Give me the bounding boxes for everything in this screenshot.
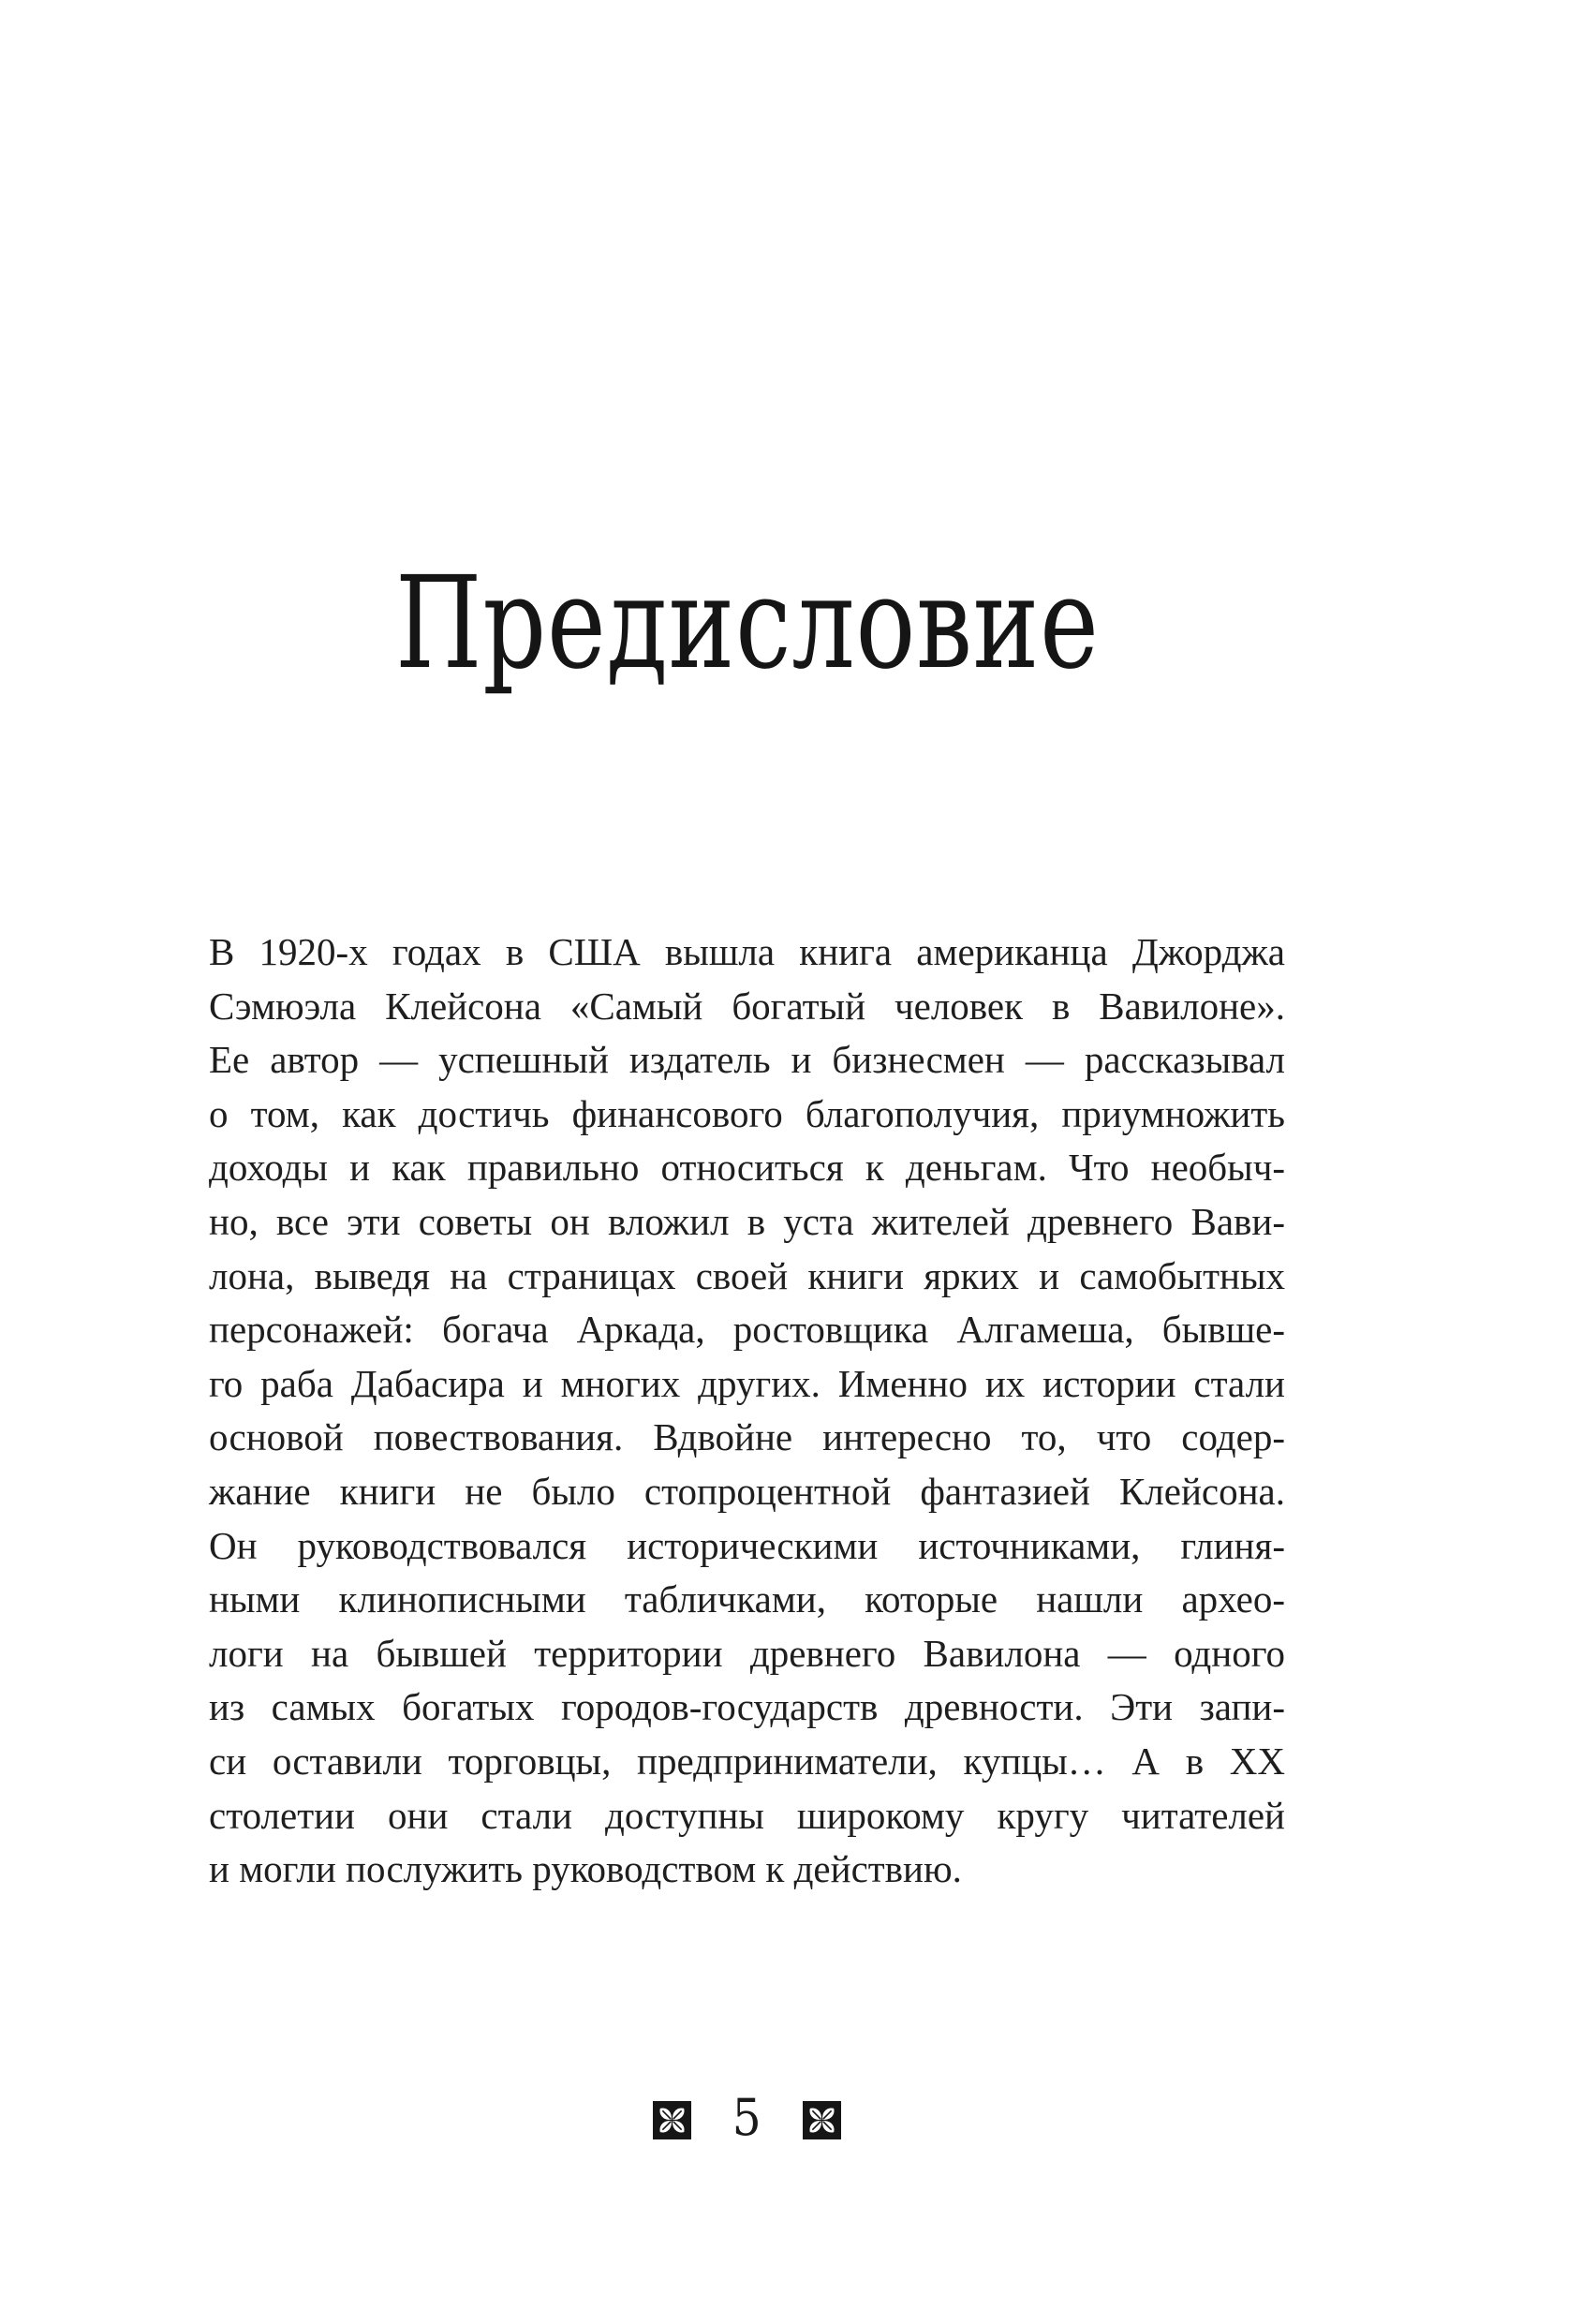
body-paragraph <box>209 925 1285 1897</box>
text-line: жание книги не было стопроцентной фантазией Клейсона. <box>209 1469 1285 1513</box>
text-line: Ее автор — успешный издатель и бизнесмен — рассказывал <box>209 1038 1285 1082</box>
text-line: персонажей: богача Аркада, ростовщика Алгамеша, бывше- <box>209 1308 1285 1352</box>
text-line: Сэмюэла Клейсона «Самый богатый человек в Вавилоне». <box>209 984 1285 1028</box>
text-line: си оставили торговцы, предприниматели, купцы… А в XX <box>209 1739 1285 1783</box>
text-line: ными клинописными табличками, которые нашли архео- <box>209 1577 1285 1621</box>
text-line: и могли послужить руководством к действию. <box>209 1847 962 1891</box>
text-line: основой повествования. Вдвойне интересно то, что содер- <box>209 1415 1285 1459</box>
chapter-title: Предисловие <box>394 550 1100 698</box>
page-number: 5 <box>732 2088 761 2147</box>
text-line: но, все эти советы он вложил в уста жителей древнего Вави- <box>209 1199 1285 1243</box>
text-line: го раба Дабасира и многих других. Именно их истории стали <box>209 1361 1285 1405</box>
floral-square-ornament-icon <box>803 2101 841 2139</box>
text-line: из самых богатых городов-государств древности. Эти запи- <box>209 1685 1285 1729</box>
floral-square-ornament-icon <box>653 2101 691 2139</box>
page-footer <box>209 2088 1285 2147</box>
text-line: В 1920-х годах в США вышла книга американца Джорджа <box>209 930 1285 973</box>
text-line: логи на бывшей территории древнего Вавилона — одного <box>209 1631 1285 1675</box>
text-line: лона, выведя на страницах своей книги ярких и самобытных <box>209 1253 1285 1297</box>
text-line: Он руководствовался историческими источниками, глиня- <box>209 1523 1285 1567</box>
text-line: доходы и как правильно относиться к деньгам. Что необыч- <box>209 1146 1285 1190</box>
text-line: столетии они стали доступны широкому кругу читателей <box>209 1793 1285 1837</box>
text-line: о том, как достичь финансового благополучия, приумножить <box>209 1091 1285 1135</box>
chapter-title-block <box>209 550 1285 698</box>
